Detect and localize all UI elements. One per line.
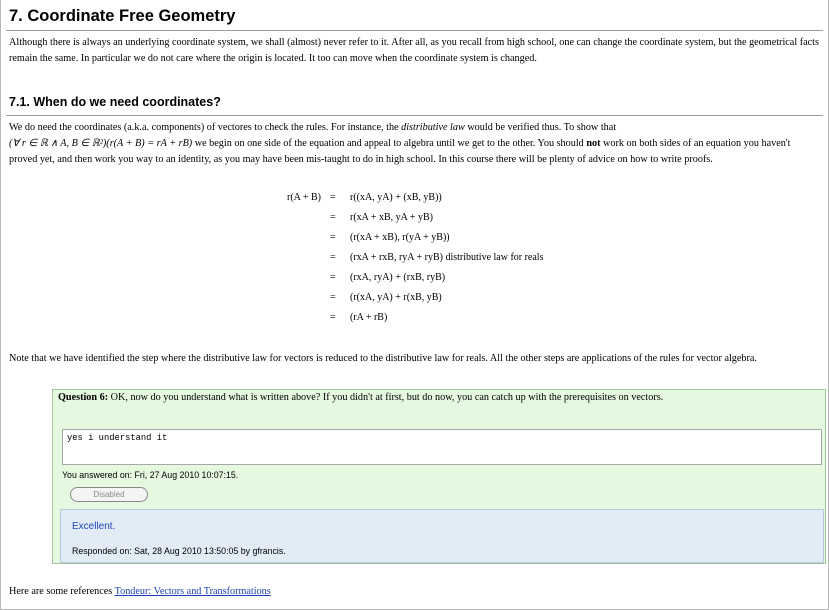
para-emphasis: distributive law	[401, 122, 465, 133]
answered-timestamp: You answered on: Fri, 27 Aug 2010 10:07:15.	[62, 470, 239, 480]
para-bold: not	[586, 138, 601, 149]
section-title: 7. Coordinate Free Geometry	[9, 7, 236, 25]
coordinates-paragraph	[9, 120, 821, 168]
derivation-step: r((xA, yA) + (xB, yB))	[350, 192, 442, 203]
derivation-step: (r(xA + xB), r(yA + yB))	[350, 232, 450, 243]
derivation-equals: =	[330, 212, 336, 223]
section-divider	[6, 30, 823, 31]
derivation-step: (rA + rB)	[350, 312, 388, 323]
derivation-step: (r(xA, yA) + r(xB, yB)	[350, 292, 442, 303]
derivation-equals: =	[330, 292, 336, 303]
para-formula: (∀ r ∈ ℝ ∧ A, B ∈ ℝ²)(r(A + B) = rA + rB)	[9, 138, 193, 149]
disabled-button[interactable]: Disabled	[70, 487, 148, 502]
references-line	[9, 586, 271, 597]
response-timestamp: Responded on: Sat, 28 Aug 2010 13:50:05 by gfrancis.	[72, 546, 286, 556]
derivation-equals: =	[330, 252, 336, 263]
subsection-divider	[6, 115, 823, 116]
derivation-step-formula: (rxA + rxB, ryA + ryB)	[350, 252, 443, 263]
para-text-end: work on both sides of an equation you haven't proved yet, and then work you way to an identity, as you may have been mis-taught to do in high school. In this course there will be plenty of advice on how to write proofs.	[9, 138, 791, 165]
para-text-start: We do need the coordinates (a.k.a. components) of vectores to check the rules. For instance, the	[9, 122, 399, 133]
derivation-equals: =	[330, 192, 336, 203]
para-text-mid: would be verified thus. To show that	[467, 122, 617, 133]
derivation-equals: =	[330, 272, 336, 283]
question-label: Question 6:	[58, 392, 109, 403]
derivation-lhs: r(A + B)	[287, 192, 321, 203]
question-text-line	[58, 392, 663, 403]
subsection-title: 7.1. When do we need coordinates?	[9, 95, 221, 109]
question-text: OK, now do you understand what is written above? If you didn't at first, but do now, you can catch up with the prerequisites on vectors.	[110, 392, 664, 403]
derivation-step	[350, 252, 543, 263]
references-link[interactable]: Tondeur: Vectors and Transformations	[114, 586, 271, 597]
intro-paragraph: Although there is always an underlying coordinate system, we shall (almost) never refer to it. After all, as you recall from high school, one can change the coordinate system, but the geometrical facts remain the same. In particular we do not care where the origin is located. It too can move when the coordinate system is changed.	[9, 37, 819, 64]
derivation-step: r(xA + xB, yA + yB)	[350, 212, 433, 223]
derivation-equals: =	[330, 232, 336, 243]
response-box	[60, 509, 824, 563]
note-paragraph: Note that we have identified the step where the distributive law for vectors is reduced to the distributive law for reals. All the other steps are applications of the rules for vector algebra.	[9, 353, 757, 364]
references-lead: Here are some references	[9, 586, 113, 597]
derivation-step-note: distributive law for reals	[445, 252, 544, 263]
response-text: Excellent.	[72, 521, 116, 532]
derivation-equals: =	[330, 312, 336, 323]
answer-field[interactable]: yes i understand it	[62, 429, 822, 465]
para-text-after-formula: we begin on one side of the equation and appeal to algebra until we get to the other. You should	[194, 138, 584, 149]
derivation-step: (rxA, ryA) + (rxB, ryB)	[350, 272, 446, 283]
